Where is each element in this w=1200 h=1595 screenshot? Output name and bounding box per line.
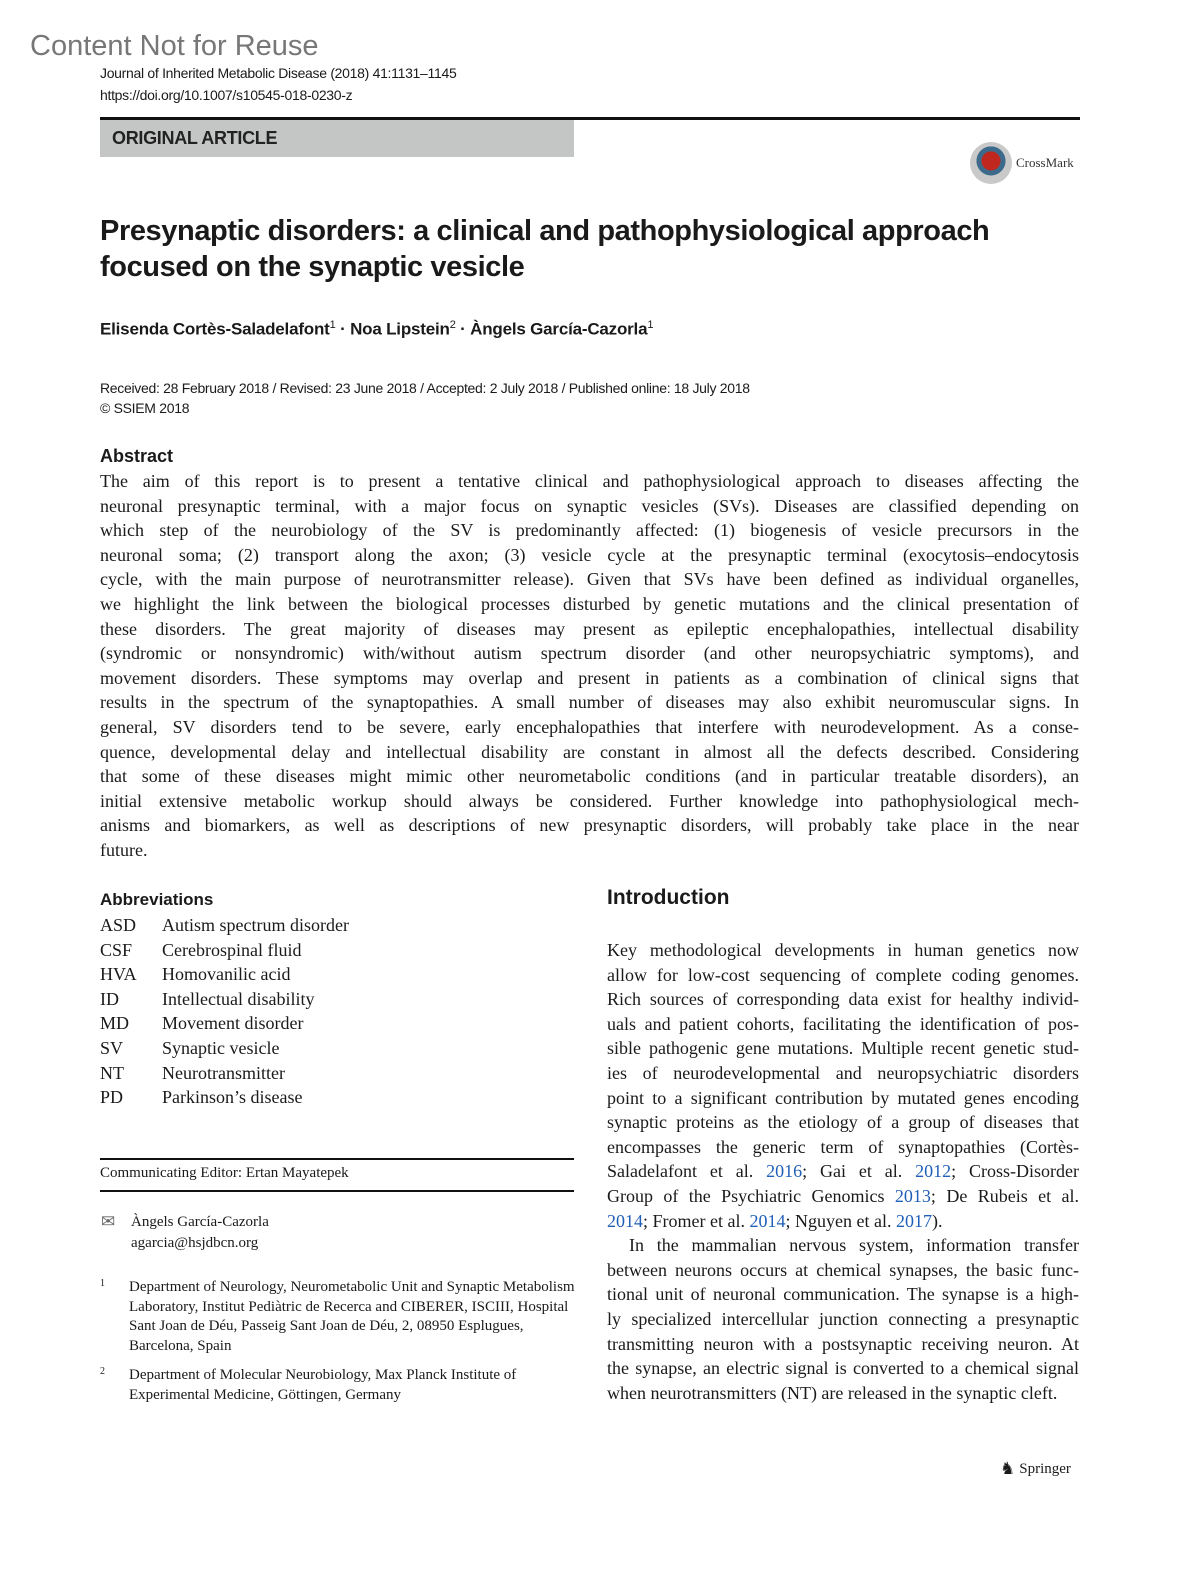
introduction-line bbox=[607, 1307, 1079, 1332]
abbreviations-heading: Abbreviations bbox=[100, 890, 214, 909]
author[interactable]: Noa Lipstein bbox=[350, 319, 450, 339]
watermark: Content Not for Reuse bbox=[30, 30, 319, 62]
journal-citation: Journal of Inherited Metabolic Disease (2018) 41:1131–1145 bbox=[100, 65, 457, 81]
text-run: when neurotransmitters (NT) are released in the synaptic cleft. bbox=[607, 1382, 1058, 1403]
affiliation-number: 2 bbox=[100, 1366, 105, 1377]
text-run: ly specialized intercellular junction connecting a presynaptic bbox=[607, 1308, 1079, 1329]
abstract-line: future. bbox=[100, 839, 148, 860]
abstract-line: these disorders. The great majority of diseases may present as epileptic encephalopathies, intellectual disability bbox=[100, 618, 1079, 639]
text-run: transmitting neuron with a postsynaptic receiving neuron. At bbox=[607, 1333, 1079, 1354]
title-line: Presynaptic disorders: a clinical and pathophysiological approach bbox=[100, 215, 990, 247]
affiliation-1 bbox=[100, 1278, 579, 1356]
text-run: synaptic proteins as the etiology of a group of diseases that bbox=[607, 1112, 1079, 1133]
doi-link[interactable]: https://doi.org/10.1007/s10545-018-0230-z bbox=[100, 87, 353, 103]
article-title bbox=[100, 213, 989, 285]
text-run: tional unit of neuronal communication. The synapse is a high- bbox=[607, 1284, 1079, 1305]
abstract-line: cycle, with the main purpose of neurotransmitter release). Given that SVs have been defined as individual organelles, bbox=[100, 569, 1079, 590]
introduction-line bbox=[607, 963, 1079, 988]
abbreviation: ID bbox=[100, 988, 119, 1009]
article-type-banner bbox=[100, 120, 574, 157]
text-run: ; Cross-Disorder bbox=[951, 1161, 1079, 1182]
abbreviation-definition: Intellectual disability bbox=[162, 988, 315, 1009]
copyright: © SSIEM 2018 bbox=[100, 400, 190, 416]
text-run: the synapse, an electric signal is converted to a chemical signal bbox=[607, 1358, 1079, 1379]
text-run: In the mammalian nervous system, information transfer bbox=[629, 1235, 1079, 1256]
introduction-line bbox=[607, 1332, 1079, 1357]
divider bbox=[100, 1158, 574, 1160]
abbreviation: HVA bbox=[100, 964, 137, 985]
text-run: ies of neurodevelopmental and neuropsychiatric disorders bbox=[607, 1062, 1079, 1083]
email-link[interactable]: agarcia@hsjdbcn.org bbox=[131, 1235, 259, 1251]
crossmark-icon bbox=[970, 142, 1012, 184]
abbreviation: ASD bbox=[100, 915, 137, 935]
publication-dates: Received: 28 February 2018 / Revised: 23 June 2018 / Accepted: 2 July 2018 / Published online: 18 July 2018 bbox=[100, 380, 750, 396]
abstract-line: which step of the neurobiology of the SV is predominantly affected: (1) biogenesis of vesicle precursors in the bbox=[100, 520, 1079, 541]
introduction-line bbox=[607, 1381, 1079, 1406]
abstract-line: we highlight the link between the biological processes disturbed by genetic mutations and the clinical presentation of bbox=[100, 593, 1079, 614]
crossmark-label: CrossMark bbox=[1016, 155, 1074, 170]
text-run: between neurons occurs at chemical synapses, the basic func- bbox=[607, 1259, 1079, 1280]
text-run: Saladelafont et al. bbox=[607, 1161, 767, 1182]
citation-link[interactable]: 2014 bbox=[749, 1210, 786, 1231]
abbreviation-definition: Cerebrospinal fluid bbox=[162, 939, 302, 960]
text-run: point to a significant contribution by mutated genes encoding bbox=[607, 1087, 1079, 1108]
introduction-line bbox=[607, 1159, 1079, 1184]
abstract-line: neuronal presynaptic terminal, with a major focus on synaptic vesicles (SVs). Diseases are classified depending on bbox=[100, 495, 1079, 516]
abbreviation-row bbox=[100, 987, 349, 1012]
abbreviation-definition: Autism spectrum disorder bbox=[162, 915, 349, 935]
affiliation-text: Department of Neurology, Neurometabolic Unit and Synaptic Metabolism Laboratory, Institut Pediàtric de Recerca and CIBERER, ISCIII, Hospital Sant Joan de Déu, Passeig Sant Joan de Déu, 2, 08950 Esplugues, Barcelona, Spain bbox=[129, 1279, 575, 1354]
introduction-line bbox=[607, 1086, 1079, 1111]
separator: · bbox=[335, 319, 351, 339]
abbreviation-row bbox=[100, 1036, 349, 1061]
abbreviation-row bbox=[100, 938, 349, 963]
separator: · bbox=[455, 319, 471, 339]
introduction-line bbox=[607, 1233, 1079, 1258]
citation-link[interactable]: 2014 bbox=[607, 1210, 643, 1231]
introduction-line bbox=[607, 1036, 1079, 1061]
introduction-line bbox=[607, 1282, 1079, 1307]
citation-link[interactable]: 2013 bbox=[894, 1185, 931, 1206]
abbreviation: MD bbox=[100, 1013, 130, 1034]
affiliation-mark: 2 bbox=[449, 319, 456, 331]
abbreviation: PD bbox=[100, 1087, 124, 1108]
text-run: ; Fromer et al. bbox=[643, 1210, 750, 1231]
author[interactable]: Elisenda Cortès-Saladelafont bbox=[100, 319, 330, 339]
text-run: encompasses the generic term of synaptopathies (Cortès- bbox=[607, 1136, 1079, 1157]
crossmark-button[interactable] bbox=[970, 142, 1074, 184]
introduction-line bbox=[607, 1209, 1079, 1234]
citation-link[interactable]: 2017 bbox=[895, 1210, 932, 1231]
introduction-line bbox=[607, 1061, 1079, 1086]
springer-horse-icon: ♞ bbox=[1000, 1459, 1016, 1478]
publisher-logo bbox=[1000, 1459, 1071, 1479]
affiliation-text: Department of Molecular Neurobiology, Max Planck Institute of Experimental Medicine, Göttingen, Germany bbox=[129, 1367, 517, 1403]
text-run: ; Gai et al. bbox=[802, 1161, 916, 1182]
abbreviation-row bbox=[100, 913, 349, 938]
abstract-line: general, SV disorders tend to be severe, early encephalopathies that interfere with neurodevelopment. As a conse- bbox=[100, 716, 1079, 737]
introduction-body bbox=[607, 938, 1079, 1405]
abbreviations-list bbox=[100, 913, 349, 1110]
introduction-line bbox=[607, 1135, 1079, 1160]
author[interactable]: Àngels García-Cazorla bbox=[470, 319, 648, 339]
affiliation-number: 1 bbox=[100, 1278, 105, 1289]
introduction-line bbox=[607, 1356, 1079, 1381]
publisher-name: Springer bbox=[1019, 1460, 1071, 1477]
text-run: ; Nguyen et al. bbox=[785, 1210, 896, 1231]
abbreviation-definition: Parkinson’s disease bbox=[162, 1087, 303, 1108]
abbreviation-definition: Homovanilic acid bbox=[162, 964, 291, 985]
abstract-line: results in the spectrum of the synaptopathies. A small number of diseases may also exhibit neuromuscular signs. In bbox=[100, 692, 1079, 713]
title-line: focused on the synaptic vesicle bbox=[100, 251, 525, 283]
affiliation-mark: 1 bbox=[329, 319, 336, 331]
divider bbox=[100, 1190, 574, 1192]
envelope-icon: ✉ bbox=[101, 1212, 116, 1231]
abbreviation-row bbox=[100, 1061, 349, 1086]
introduction-line bbox=[607, 1258, 1079, 1283]
citation-link[interactable]: 2012 bbox=[915, 1161, 952, 1182]
abbreviation-row bbox=[100, 1011, 349, 1036]
text-run: sible pathogenic gene mutations. Multiple recent genetic stud- bbox=[607, 1038, 1079, 1059]
article-type: ORIGINAL ARTICLE bbox=[112, 128, 278, 148]
abbreviation-row bbox=[100, 1085, 349, 1110]
correspondence bbox=[131, 1212, 269, 1254]
text-run: ; De Rubeis et al. bbox=[930, 1185, 1079, 1206]
abbreviation: NT bbox=[100, 1062, 124, 1083]
citation-link[interactable]: 2016 bbox=[766, 1161, 803, 1182]
abbreviation-definition: Synaptic vesicle bbox=[162, 1037, 280, 1058]
corresponding-author: Àngels García-Cazorla bbox=[131, 1214, 269, 1230]
abstract-body bbox=[100, 469, 1079, 863]
abstract-line: initial extensive metabolic workup should always be considered. Further knowledge into pathophysiological mech- bbox=[100, 790, 1079, 811]
introduction-heading: Introduction bbox=[607, 886, 730, 909]
text-run: Group of the Psychiatric Genomics bbox=[607, 1185, 895, 1206]
abstract-line: anisms and biomarkers, as well as descriptions of new presynaptic disorders, will probably take place in the near bbox=[100, 815, 1079, 836]
abbreviation: CSF bbox=[100, 939, 133, 960]
introduction-line bbox=[607, 987, 1079, 1012]
text-run: allow for low-cost sequencing of complete coding genomes. bbox=[607, 964, 1079, 985]
affiliation-mark: 1 bbox=[647, 319, 654, 331]
abstract-heading: Abstract bbox=[100, 446, 174, 466]
text-run: Key methodological developments in human genetics now bbox=[607, 940, 1079, 960]
text-run: uals and patient cohorts, facilitating the identification of pos- bbox=[607, 1013, 1079, 1034]
affiliation-2 bbox=[100, 1366, 579, 1405]
abbreviation-definition: Neurotransmitter bbox=[162, 1062, 285, 1083]
text-run: ). bbox=[931, 1210, 943, 1231]
introduction-line bbox=[607, 1184, 1079, 1209]
abstract-line: The aim of this report is to present a tentative clinical and pathophysiological approach to diseases affecting the bbox=[100, 471, 1079, 491]
introduction-line bbox=[607, 938, 1079, 963]
abbreviation-row bbox=[100, 962, 349, 987]
abstract-line: movement disorders. These symptoms may overlap and present in patients as a combination of clinical signs that bbox=[100, 667, 1079, 688]
abbreviation: SV bbox=[100, 1037, 124, 1058]
communicating-editor: Communicating Editor: Ertan Mayatepek bbox=[100, 1165, 349, 1181]
introduction-line bbox=[607, 1110, 1079, 1135]
abbreviation-definition: Movement disorder bbox=[162, 1013, 304, 1034]
abstract-line: (syndromic or nonsyndromic) with/without autism spectrum disorder (and other neuropsychiatric symptoms), and bbox=[100, 643, 1079, 664]
abstract-line: neuronal soma; (2) transport along the axon; (3) vesicle cycle at the presynaptic terminal (exocytosis–endocytosis bbox=[100, 544, 1079, 565]
author-list bbox=[100, 319, 653, 340]
abstract-line: that some of these diseases might mimic other neurometabolic conditions (and in particular treatable disorders), an bbox=[100, 766, 1079, 787]
introduction-line bbox=[607, 1012, 1079, 1037]
abstract-line: quence, developmental delay and intellectual disability are constant in almost all the defects described. Considering bbox=[100, 741, 1079, 762]
text-run: Rich sources of corresponding data exist for healthy individ- bbox=[607, 989, 1079, 1010]
